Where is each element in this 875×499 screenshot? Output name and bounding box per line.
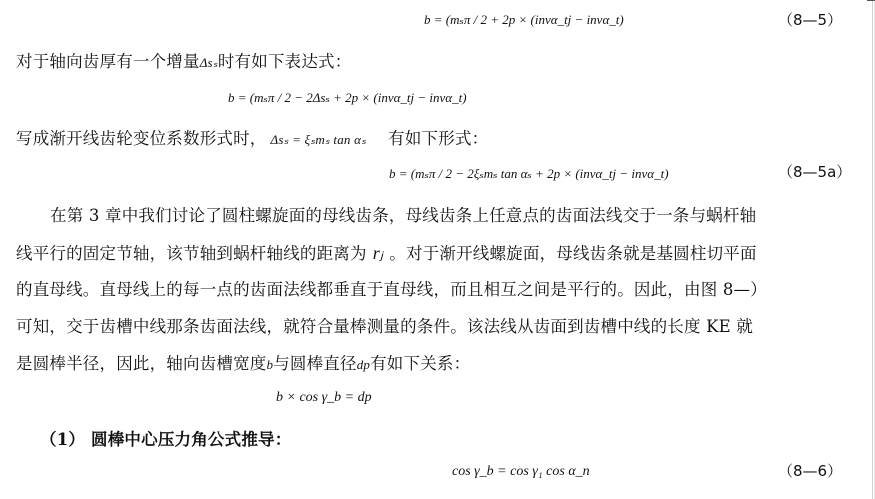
paragraph-text: 与圆棒直径 <box>273 354 357 373</box>
paragraph-text: 线平行的固定节轴，该节轴到蜗杆轴线的距离为 <box>16 244 367 263</box>
page-corner-tick <box>867 0 875 1</box>
section-heading: （1） 圆棒中心压力角公式推导： <box>40 430 292 449</box>
paragraph-text: 是圆棒半径，因此，轴向齿槽宽度 <box>16 354 267 373</box>
body-line-1: 在第 3 章中我们讨论了圆柱螺旋面的母线齿条，母线齿条上任意点的齿面法线交于一条与蜗杆轴 <box>50 206 757 225</box>
page-edge-line <box>872 0 873 499</box>
paragraph-text: 对于轴向齿厚有一个增量 <box>16 52 200 71</box>
rj-symbol: rⱼ <box>372 243 384 263</box>
paragraph-text: 有如下形式： <box>388 129 489 148</box>
b-symbol: b <box>266 357 274 372</box>
paragraph-axial-thickness <box>16 48 351 72</box>
formula-rod-diameter: b × cos γ_b = dp <box>276 390 372 405</box>
body-line-4: 可知，交于齿槽中线那条齿面法线，就符合量棒测量的条件。该法线从齿面到齿槽中线的长度 KE 就 <box>16 317 754 336</box>
paragraph-text: 有如下关系： <box>370 354 471 373</box>
body-line-3: 的直母线。直母线上的每一点的齿面法线都垂直于直母线，而且相互之间是平行的。因此，由图 8—） <box>16 280 767 299</box>
paragraph-text: 。对于渐开线螺旋面，母线齿条就是基圆柱切平面 <box>389 244 757 263</box>
paragraph-text: 时有如下表达式： <box>217 52 352 71</box>
body-line-5 <box>16 350 470 374</box>
paragraph-modification-coefficient <box>16 125 488 149</box>
delta-s-symbol: Δsₛ <box>199 55 218 70</box>
modification-symbol: Δsₛ = ξₛmₛ tan αₛ <box>270 132 367 147</box>
body-line-2 <box>16 240 757 264</box>
dp-symbol: dp <box>356 357 371 372</box>
paragraph-text: 写成渐开线齿轮变位系数形式时， <box>16 129 267 148</box>
formula-8-5a-number: （8—5a） <box>778 163 852 181</box>
formula-8-6-number: （8—6） <box>778 462 843 480</box>
formula-8-5-number: （8—5） <box>778 11 843 29</box>
formula-8-5: b = (mₛπ / 2 + 2p × (invα_tj − invα_t) <box>424 12 624 27</box>
formula-thickness-increment: b = (mₛπ / 2 − 2Δsₛ + 2p × (invα_tj − invα_t) <box>228 90 467 105</box>
formula-8-5a: b = (mₛπ / 2 − 2ξₛmₛ tan αₛ + 2p × (invα_tj − invα_t) <box>389 166 669 181</box>
formula-8-6: cos γ_b = cos γ₁ cos α_n <box>452 464 590 479</box>
